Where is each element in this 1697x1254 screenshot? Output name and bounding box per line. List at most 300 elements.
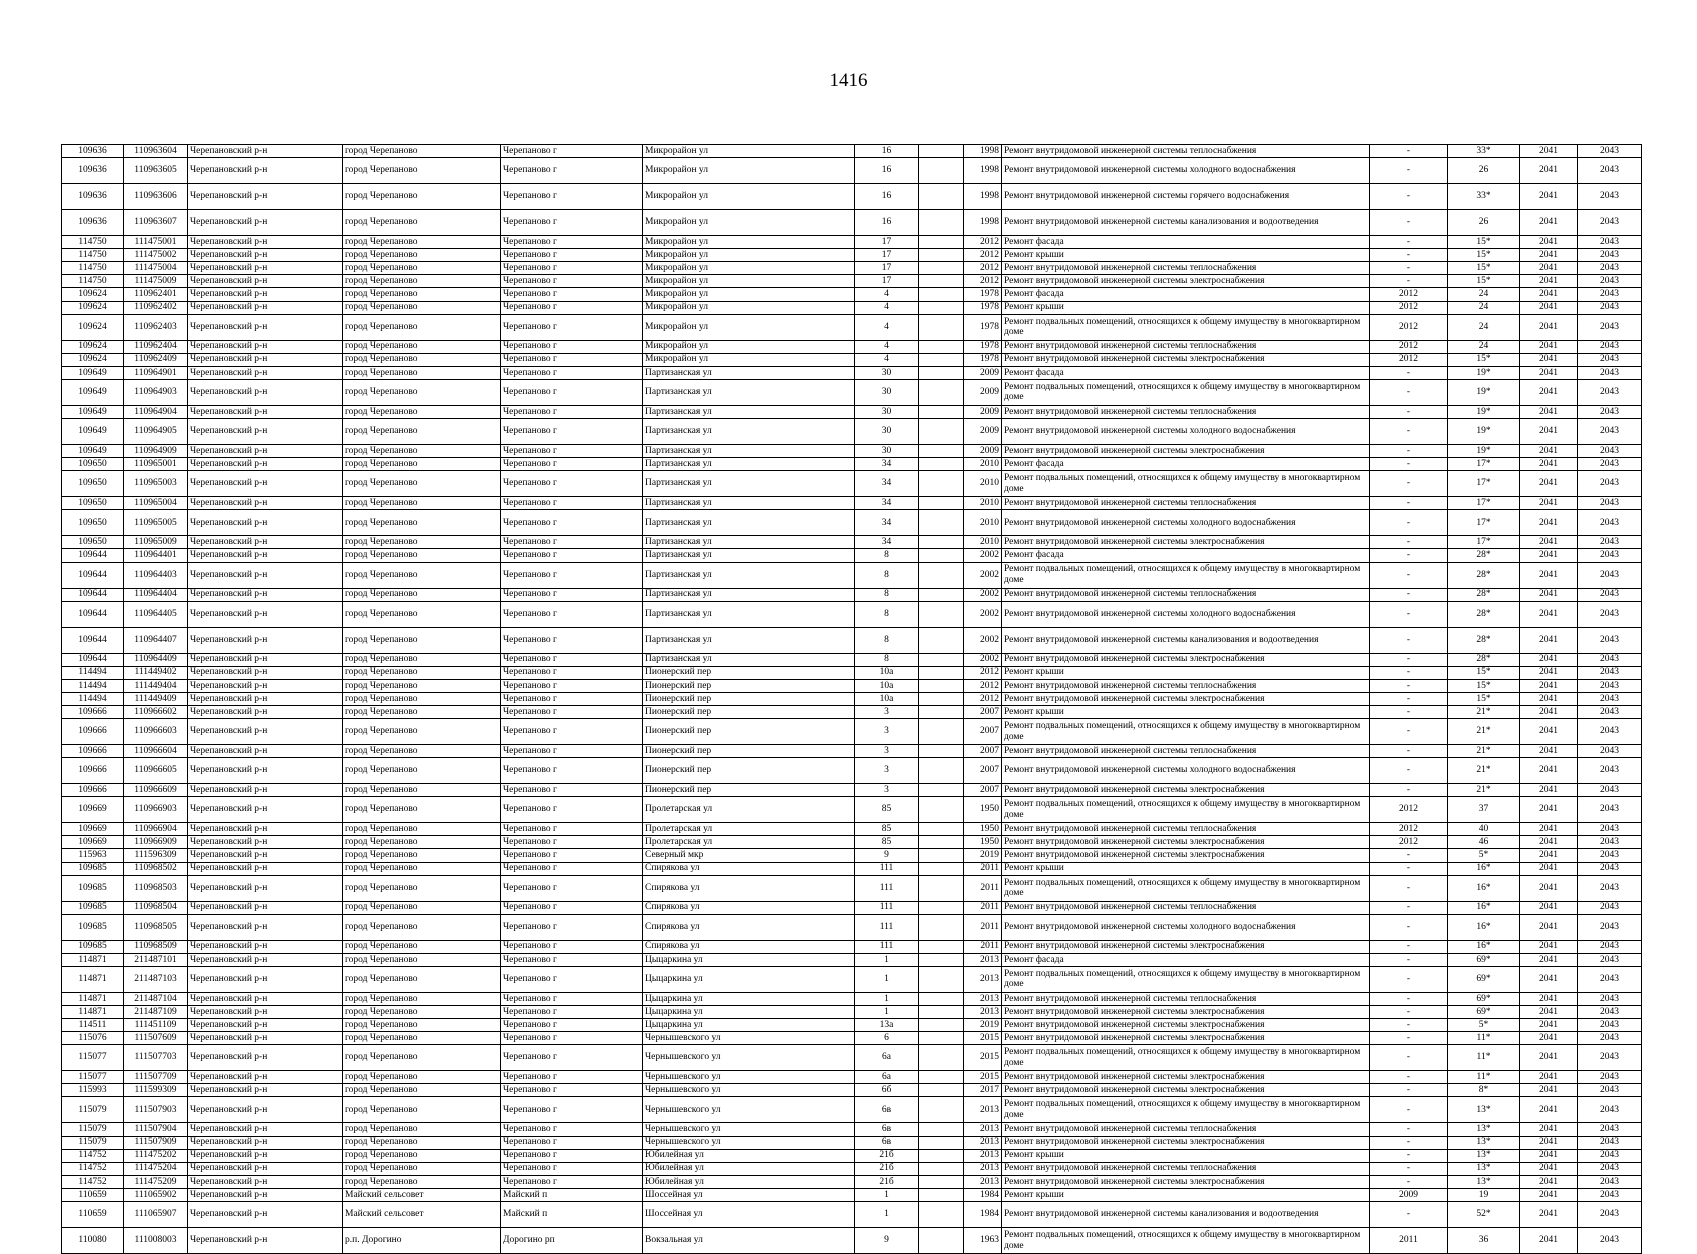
cell-work-id: 110964404: [124, 588, 188, 601]
cell-last-repair-year: -: [1370, 445, 1448, 458]
cell-work-id: 111599309: [124, 1084, 188, 1097]
cell-last-repair-year: -: [1370, 1149, 1448, 1162]
cell-wear-percent: 19: [1448, 1188, 1520, 1201]
cell-house-id: 115079: [62, 1123, 124, 1136]
cell-street: Цыцаркина ул: [643, 953, 855, 966]
cell-settlement: Черепаново г: [501, 1149, 643, 1162]
cell-plan-end-year: 2043: [1578, 679, 1642, 692]
cell-last-repair-year: -: [1370, 745, 1448, 758]
cell-work-id: 110965001: [124, 458, 188, 471]
table-row: [62, 588, 1642, 601]
cell-plan-start-year: 2041: [1520, 158, 1578, 184]
cell-plan-end-year: 2043: [1578, 966, 1642, 992]
cell-wear-percent: 15*: [1448, 692, 1520, 705]
cell-settlement: Черепаново г: [501, 784, 643, 797]
cell-house-id: 109666: [62, 719, 124, 745]
cell-work-id: 110966604: [124, 745, 188, 758]
cell-street: Пролетарская ул: [643, 836, 855, 849]
table-row: [62, 966, 1642, 992]
cell-work-id: 111449402: [124, 666, 188, 679]
cell-house-id: 109669: [62, 836, 124, 849]
cell-plan-start-year: 2041: [1520, 562, 1578, 588]
cell-plan-start-year: 2041: [1520, 784, 1578, 797]
cell-wear-percent: 19*: [1448, 419, 1520, 445]
cell-settlement: Черепаново г: [501, 419, 643, 445]
cell-work-id: 110968505: [124, 914, 188, 940]
cell-municipality: город Черепаново: [343, 340, 501, 353]
cell-house-number: 34: [855, 536, 919, 549]
cell-building: [919, 510, 964, 536]
cell-plan-end-year: 2043: [1578, 1097, 1642, 1123]
cell-settlement: Черепаново г: [501, 236, 643, 249]
cell-settlement: Черепаново г: [501, 966, 643, 992]
cell-work-type: Ремонт внутридомовой инженерной системы теплоснабжения: [1002, 1162, 1370, 1175]
cell-district: Черепановский р-н: [188, 849, 343, 862]
cell-year-built: 2002: [964, 627, 1002, 653]
cell-municipality: город Черепаново: [343, 823, 501, 836]
cell-year-built: 2007: [964, 784, 1002, 797]
cell-municipality: город Черепаново: [343, 536, 501, 549]
cell-building: [919, 601, 964, 627]
cell-last-repair-year: -: [1370, 236, 1448, 249]
cell-settlement: Черепаново г: [501, 445, 643, 458]
cell-municipality: город Черепаново: [343, 405, 501, 418]
cell-street: Микрорайон ул: [643, 314, 855, 340]
cell-last-repair-year: 2012: [1370, 823, 1448, 836]
table-row: [62, 158, 1642, 184]
cell-year-built: 2013: [964, 1175, 1002, 1188]
cell-settlement: Черепаново г: [501, 1175, 643, 1188]
table-row: [62, 1045, 1642, 1071]
cell-last-repair-year: -: [1370, 471, 1448, 497]
cell-year-built: 2007: [964, 705, 1002, 718]
cell-year-built: 1998: [964, 184, 1002, 210]
cell-work-id: 110966609: [124, 784, 188, 797]
cell-district: Черепановский р-н: [188, 679, 343, 692]
cell-plan-end-year: 2043: [1578, 719, 1642, 745]
cell-year-built: 2015: [964, 1032, 1002, 1045]
cell-work-id: 110965005: [124, 510, 188, 536]
cell-work-type: Ремонт внутридомовой инженерной системы электроснабжения: [1002, 1006, 1370, 1019]
cell-street: Чернышевского ул: [643, 1045, 855, 1071]
cell-last-repair-year: -: [1370, 588, 1448, 601]
cell-plan-start-year: 2041: [1520, 1071, 1578, 1084]
cell-wear-percent: 19*: [1448, 379, 1520, 405]
cell-settlement: Черепаново г: [501, 1045, 643, 1071]
cell-street: Партизанская ул: [643, 627, 855, 653]
cell-building: [919, 862, 964, 875]
cell-work-type: Ремонт подвальных помещений, относящихся к общему имуществу в многоквартирном доме: [1002, 471, 1370, 497]
cell-year-built: 2010: [964, 497, 1002, 510]
cell-plan-start-year: 2041: [1520, 340, 1578, 353]
cell-year-built: 2011: [964, 940, 1002, 953]
cell-work-id: 110966909: [124, 836, 188, 849]
cell-plan-end-year: 2043: [1578, 1149, 1642, 1162]
cell-municipality: город Черепаново: [343, 849, 501, 862]
cell-street: Вокзальная ул: [643, 1228, 855, 1254]
cell-street: Партизанская ул: [643, 510, 855, 536]
cell-house-number: 4: [855, 340, 919, 353]
cell-house-id: 109636: [62, 158, 124, 184]
cell-house-id: 109650: [62, 536, 124, 549]
cell-work-type: Ремонт внутридомовой инженерной системы теплоснабжения: [1002, 745, 1370, 758]
cell-year-built: 2007: [964, 758, 1002, 784]
cell-house-id: 115963: [62, 849, 124, 862]
cell-plan-start-year: 2041: [1520, 1202, 1578, 1228]
cell-plan-end-year: 2043: [1578, 314, 1642, 340]
cell-municipality: город Черепаново: [343, 262, 501, 275]
cell-wear-percent: 69*: [1448, 1006, 1520, 1019]
cell-house-number: 21б: [855, 1162, 919, 1175]
cell-plan-end-year: 2043: [1578, 588, 1642, 601]
cell-house-number: 111: [855, 940, 919, 953]
cell-work-id: 211487104: [124, 992, 188, 1005]
cell-settlement: Черепаново г: [501, 758, 643, 784]
cell-settlement: Черепаново г: [501, 1162, 643, 1175]
cell-last-repair-year: -: [1370, 1162, 1448, 1175]
cell-settlement: Черепаново г: [501, 705, 643, 718]
cell-last-repair-year: -: [1370, 692, 1448, 705]
cell-plan-end-year: 2043: [1578, 1188, 1642, 1201]
cell-year-built: 2007: [964, 719, 1002, 745]
cell-district: Черепановский р-н: [188, 314, 343, 340]
cell-plan-start-year: 2041: [1520, 953, 1578, 966]
table-row: [62, 301, 1642, 314]
table-row: [62, 901, 1642, 914]
cell-work-type: Ремонт внутридомовой инженерной системы теплоснабжения: [1002, 992, 1370, 1005]
cell-work-type: Ремонт внутридомовой инженерной системы канализования и водоотведения: [1002, 627, 1370, 653]
table-row: [62, 862, 1642, 875]
cell-house-id: 109666: [62, 745, 124, 758]
cell-district: Черепановский р-н: [188, 745, 343, 758]
table-row: [62, 366, 1642, 379]
cell-building: [919, 236, 964, 249]
cell-district: Черепановский р-н: [188, 1032, 343, 1045]
cell-building: [919, 497, 964, 510]
cell-year-built: 2013: [964, 966, 1002, 992]
cell-settlement: Черепаново г: [501, 601, 643, 627]
cell-wear-percent: 17*: [1448, 510, 1520, 536]
cell-street: Партизанская ул: [643, 405, 855, 418]
cell-plan-start-year: 2041: [1520, 288, 1578, 301]
cell-district: Черепановский р-н: [188, 1019, 343, 1032]
cell-house-id: 109650: [62, 510, 124, 536]
cell-plan-end-year: 2043: [1578, 249, 1642, 262]
cell-work-id: 111507903: [124, 1097, 188, 1123]
cell-building: [919, 184, 964, 210]
cell-house-id: 114494: [62, 679, 124, 692]
cell-year-built: 2013: [964, 1162, 1002, 1175]
cell-settlement: Черепаново г: [501, 862, 643, 875]
cell-house-id: 109649: [62, 419, 124, 445]
cell-work-id: 110962409: [124, 353, 188, 366]
cell-work-type: Ремонт подвальных помещений, относящихся к общему имуществу в многоквартирном доме: [1002, 1045, 1370, 1071]
cell-district: Черепановский р-н: [188, 510, 343, 536]
cell-year-built: 2009: [964, 445, 1002, 458]
cell-settlement: Черепаново г: [501, 1032, 643, 1045]
cell-wear-percent: 46: [1448, 836, 1520, 849]
cell-work-type: Ремонт внутридомовой инженерной системы электроснабжения: [1002, 849, 1370, 862]
cell-work-type: Ремонт подвальных помещений, относящихся к общему имуществу в многоквартирном доме: [1002, 1097, 1370, 1123]
cell-wear-percent: 11*: [1448, 1032, 1520, 1045]
cell-plan-start-year: 2041: [1520, 679, 1578, 692]
table-row: [62, 236, 1642, 249]
cell-work-type: Ремонт внутридомовой инженерной системы теплоснабжения: [1002, 262, 1370, 275]
cell-work-id: 111475009: [124, 275, 188, 288]
cell-building: [919, 1175, 964, 1188]
cell-street: Чернышевского ул: [643, 1084, 855, 1097]
cell-work-id: 110962402: [124, 301, 188, 314]
cell-district: Черепановский р-н: [188, 901, 343, 914]
cell-municipality: город Черепаново: [343, 875, 501, 901]
cell-last-repair-year: -: [1370, 158, 1448, 184]
cell-work-id: 110964403: [124, 562, 188, 588]
cell-last-repair-year: -: [1370, 758, 1448, 784]
cell-building: [919, 966, 964, 992]
cell-building: [919, 1136, 964, 1149]
cell-last-repair-year: -: [1370, 536, 1448, 549]
cell-year-built: 1978: [964, 301, 1002, 314]
cell-work-id: 110966602: [124, 705, 188, 718]
cell-year-built: 1978: [964, 353, 1002, 366]
cell-municipality: город Черепаново: [343, 692, 501, 705]
cell-work-id: 111475002: [124, 249, 188, 262]
cell-work-type: Ремонт внутридомовой инженерной системы электроснабжения: [1002, 353, 1370, 366]
cell-plan-end-year: 2043: [1578, 940, 1642, 953]
cell-district: Черепановский р-н: [188, 497, 343, 510]
cell-district: Черепановский р-н: [188, 262, 343, 275]
cell-work-id: 111507709: [124, 1071, 188, 1084]
cell-last-repair-year: -: [1370, 1006, 1448, 1019]
cell-work-id: 110964905: [124, 419, 188, 445]
cell-street: Микрорайон ул: [643, 210, 855, 236]
cell-building: [919, 784, 964, 797]
cell-street: Микрорайон ул: [643, 249, 855, 262]
cell-work-id: 110964409: [124, 653, 188, 666]
cell-district: Черепановский р-н: [188, 301, 343, 314]
cell-street: Партизанская ул: [643, 471, 855, 497]
cell-district: Черепановский р-н: [188, 758, 343, 784]
cell-building: [919, 562, 964, 588]
cell-year-built: 2011: [964, 901, 1002, 914]
cell-district: Черепановский р-н: [188, 784, 343, 797]
cell-work-id: 111475202: [124, 1149, 188, 1162]
cell-work-type: Ремонт внутридомовой инженерной системы холодного водоснабжения: [1002, 510, 1370, 536]
cell-district: Черепановский р-н: [188, 445, 343, 458]
cell-building: [919, 1123, 964, 1136]
cell-plan-end-year: 2043: [1578, 836, 1642, 849]
cell-street: Пионерский пер: [643, 719, 855, 745]
cell-street: Юбилейная ул: [643, 1149, 855, 1162]
cell-house-id: 114871: [62, 966, 124, 992]
cell-street: Микрорайон ул: [643, 340, 855, 353]
cell-plan-end-year: 2043: [1578, 992, 1642, 1005]
cell-municipality: город Черепаново: [343, 236, 501, 249]
cell-street: Микрорайон ул: [643, 288, 855, 301]
cell-district: Черепановский р-н: [188, 1188, 343, 1201]
cell-plan-start-year: 2041: [1520, 366, 1578, 379]
cell-work-type: Ремонт крыши: [1002, 862, 1370, 875]
cell-municipality: город Черепаново: [343, 249, 501, 262]
cell-street: Спирякова ул: [643, 862, 855, 875]
cell-settlement: Черепаново г: [501, 275, 643, 288]
cell-work-type: Ремонт внутридомовой инженерной системы теплоснабжения: [1002, 588, 1370, 601]
cell-last-repair-year: 2012: [1370, 301, 1448, 314]
cell-plan-start-year: 2041: [1520, 1136, 1578, 1149]
cell-street: Микрорайон ул: [643, 275, 855, 288]
cell-municipality: город Черепаново: [343, 445, 501, 458]
cell-building: [919, 419, 964, 445]
cell-plan-start-year: 2041: [1520, 1162, 1578, 1175]
table-row: [62, 692, 1642, 705]
cell-house-number: 10а: [855, 679, 919, 692]
cell-work-id: 111065902: [124, 1188, 188, 1201]
cell-plan-end-year: 2043: [1578, 627, 1642, 653]
cell-house-number: 16: [855, 210, 919, 236]
cell-work-type: Ремонт внутридомовой инженерной системы теплоснабжения: [1002, 340, 1370, 353]
cell-district: Черепановский р-н: [188, 405, 343, 418]
cell-building: [919, 158, 964, 184]
table-row: [62, 745, 1642, 758]
cell-plan-end-year: 2043: [1578, 275, 1642, 288]
cell-plan-start-year: 2041: [1520, 210, 1578, 236]
cell-house-number: 30: [855, 405, 919, 418]
cell-street: Партизанская ул: [643, 536, 855, 549]
cell-district: Черепановский р-н: [188, 653, 343, 666]
cell-municipality: город Черепаново: [343, 1136, 501, 1149]
cell-plan-start-year: 2041: [1520, 666, 1578, 679]
cell-district: Черепановский р-н: [188, 145, 343, 158]
table-row: [62, 823, 1642, 836]
cell-last-repair-year: -: [1370, 875, 1448, 901]
cell-house-number: 6в: [855, 1123, 919, 1136]
cell-plan-end-year: 2043: [1578, 158, 1642, 184]
cell-street: Чернышевского ул: [643, 1123, 855, 1136]
cell-street: Микрорайон ул: [643, 353, 855, 366]
cell-plan-end-year: 2043: [1578, 497, 1642, 510]
cell-municipality: город Черепаново: [343, 419, 501, 445]
cell-work-id: 110962403: [124, 314, 188, 340]
cell-year-built: 2013: [964, 953, 1002, 966]
cell-wear-percent: 5*: [1448, 849, 1520, 862]
cell-house-number: 1: [855, 966, 919, 992]
table-row: [62, 1084, 1642, 1097]
cell-plan-end-year: 2043: [1578, 510, 1642, 536]
cell-wear-percent: 11*: [1448, 1045, 1520, 1071]
cell-house-id: 109644: [62, 549, 124, 562]
cell-last-repair-year: -: [1370, 627, 1448, 653]
cell-house-id: 114871: [62, 1006, 124, 1019]
cell-municipality: город Черепаново: [343, 301, 501, 314]
cell-plan-start-year: 2041: [1520, 1045, 1578, 1071]
cell-wear-percent: 21*: [1448, 719, 1520, 745]
cell-street: Шоссейная ул: [643, 1188, 855, 1201]
cell-settlement: Майский п: [501, 1188, 643, 1201]
cell-year-built: 2012: [964, 275, 1002, 288]
cell-municipality: город Черепаново: [343, 353, 501, 366]
cell-district: Черепановский р-н: [188, 1123, 343, 1136]
cell-municipality: город Черепаново: [343, 705, 501, 718]
cell-street: Микрорайон ул: [643, 236, 855, 249]
cell-year-built: 2015: [964, 1045, 1002, 1071]
cell-last-repair-year: -: [1370, 1071, 1448, 1084]
cell-house-number: 1: [855, 953, 919, 966]
cell-building: [919, 719, 964, 745]
table-row: [62, 940, 1642, 953]
cell-street: Пионерский пер: [643, 679, 855, 692]
cell-house-number: 34: [855, 471, 919, 497]
cell-wear-percent: 13*: [1448, 1162, 1520, 1175]
table-row: [62, 1162, 1642, 1175]
cell-year-built: 2019: [964, 1019, 1002, 1032]
cell-year-built: 1950: [964, 836, 1002, 849]
cell-plan-start-year: 2041: [1520, 719, 1578, 745]
cell-work-id: 211487109: [124, 1006, 188, 1019]
cell-last-repair-year: -: [1370, 1097, 1448, 1123]
cell-wear-percent: 19*: [1448, 405, 1520, 418]
cell-settlement: Черепаново г: [501, 849, 643, 862]
cell-building: [919, 1032, 964, 1045]
cell-year-built: 2002: [964, 562, 1002, 588]
cell-house-number: 6а: [855, 1045, 919, 1071]
table-row: [62, 719, 1642, 745]
cell-street: Микрорайон ул: [643, 184, 855, 210]
cell-last-repair-year: -: [1370, 679, 1448, 692]
cell-work-type: Ремонт подвальных помещений, относящихся к общему имуществу в многоквартирном доме: [1002, 719, 1370, 745]
cell-plan-end-year: 2043: [1578, 562, 1642, 588]
cell-last-repair-year: -: [1370, 953, 1448, 966]
cell-wear-percent: 15*: [1448, 249, 1520, 262]
cell-building: [919, 1228, 964, 1254]
cell-plan-end-year: 2043: [1578, 1162, 1642, 1175]
table-row: [62, 953, 1642, 966]
cell-building: [919, 692, 964, 705]
cell-municipality: город Черепаново: [343, 953, 501, 966]
cell-house-id: 109644: [62, 601, 124, 627]
cell-plan-end-year: 2043: [1578, 236, 1642, 249]
cell-municipality: город Черепаново: [343, 549, 501, 562]
cell-district: Черепановский р-н: [188, 992, 343, 1005]
cell-plan-end-year: 2043: [1578, 601, 1642, 627]
cell-wear-percent: 19*: [1448, 366, 1520, 379]
cell-district: Черепановский р-н: [188, 419, 343, 445]
cell-district: Черепановский р-н: [188, 379, 343, 405]
cell-wear-percent: 13*: [1448, 1149, 1520, 1162]
cell-house-number: 9: [855, 849, 919, 862]
cell-work-type: Ремонт внутридомовой инженерной системы холодного водоснабжения: [1002, 914, 1370, 940]
cell-wear-percent: 52*: [1448, 1202, 1520, 1228]
cell-work-type: Ремонт внутридомовой инженерной системы электроснабжения: [1002, 1175, 1370, 1188]
cell-plan-start-year: 2041: [1520, 301, 1578, 314]
cell-work-id: 111449404: [124, 679, 188, 692]
cell-district: Черепановский р-н: [188, 705, 343, 718]
cell-district: Черепановский р-н: [188, 366, 343, 379]
table-row: [62, 458, 1642, 471]
cell-street: Пионерский пер: [643, 758, 855, 784]
cell-municipality: город Черепаново: [343, 588, 501, 601]
cell-building: [919, 705, 964, 718]
cell-work-type: Ремонт подвальных помещений, относящихся к общему имуществу в многоквартирном доме: [1002, 875, 1370, 901]
cell-district: Черепановский р-н: [188, 797, 343, 823]
cell-municipality: город Черепаново: [343, 1071, 501, 1084]
cell-district: Черепановский р-н: [188, 184, 343, 210]
table-row: [62, 784, 1642, 797]
cell-house-number: 3: [855, 784, 919, 797]
table-row: [62, 679, 1642, 692]
cell-work-id: 211487101: [124, 953, 188, 966]
cell-municipality: город Черепаново: [343, 862, 501, 875]
cell-year-built: 2013: [964, 1006, 1002, 1019]
